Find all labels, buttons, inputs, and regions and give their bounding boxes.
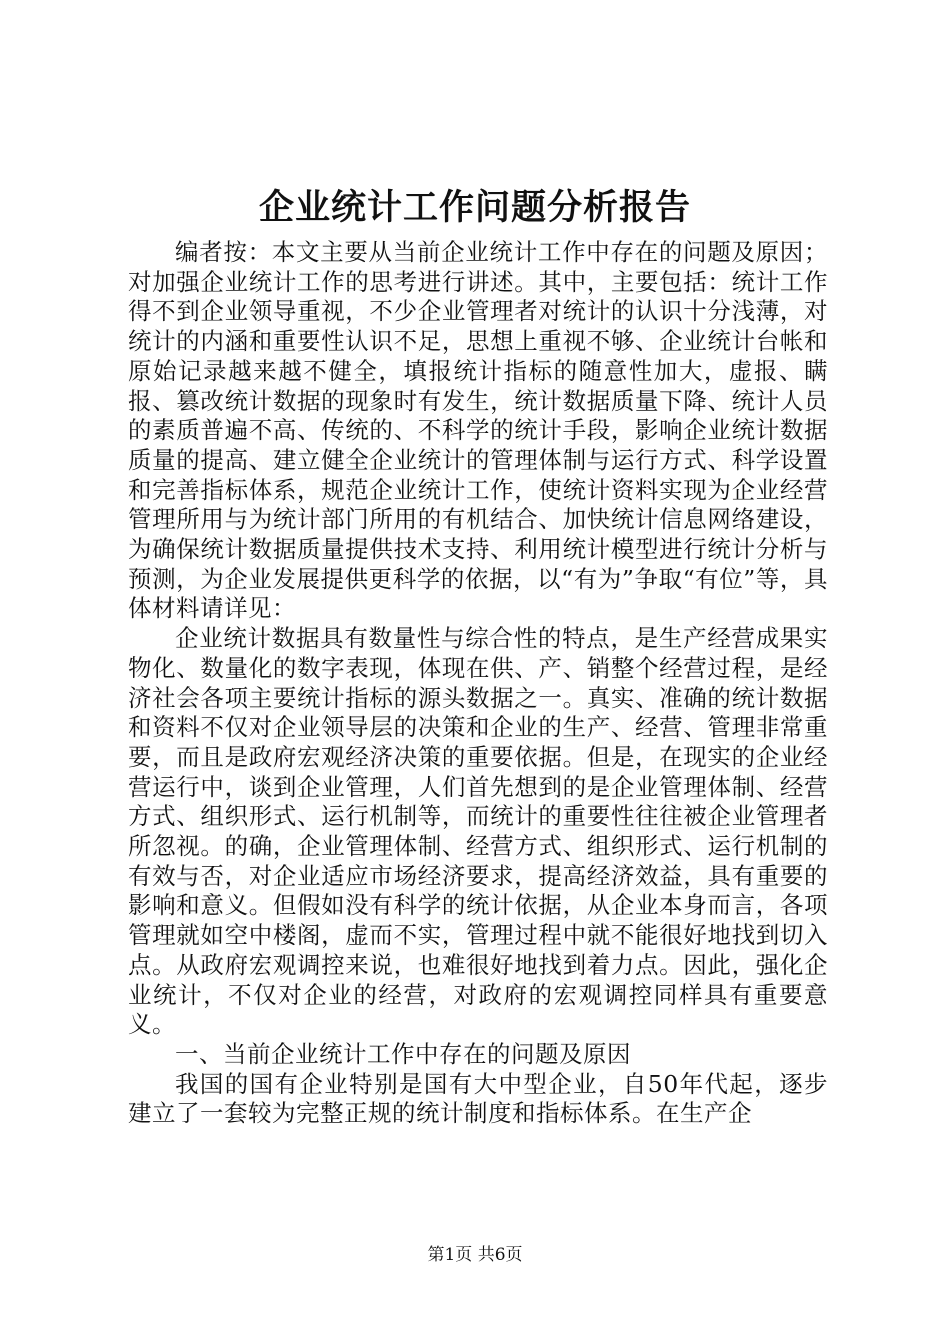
page-footer: 第1页 共6页 — [427, 1245, 523, 1265]
document-body — [128, 238, 828, 1129]
body-paragraph: 企业统计数据具有数量性与综合性的特点，是生产经营成果实物化、数量化的数字表现，体现在供、产、销整个经营过程，是经济社会各项主要统计指标的源头数据之一。真实、准确的统计数据和资料不仅对企业领导层的决策和企业的生产、经营、管理非常重要，而且是政府宏观经济决策的重要依据。但是，在现实的企业经营运行中，谈到企业管理，人们首先想到的是企业管理体制、经营方式、组织形式、运行机制等，而统计的重要性往往被企业管理者所忽视。的确，企业管理体制、经营方式、组织形式、运行机制的有效与否，对企业适应市场经济要求，提高经济效益，具有重要的影响和意义。但假如没有科学的统计依据，从企业本身而言，各项管理就如空中楼阁，虚而不实，管理过程中就不能很好地找到切入点。从政府宏观调控来说，也难很好地找到着力点。因此，强化企业统计，不仅对企业的经营，对政府的宏观调控同样具有重要意义。 — [128, 624, 828, 1039]
section-heading: 一、当前企业统计工作中存在的问题及原因 — [175, 1039, 631, 1068]
body-paragraph: 我国的国有企业特别是国有大中型企业，自50年代起，逐步建立了一套较为完整正规的统计制度和指标体系。在生产企 — [128, 1069, 828, 1128]
editor-note-paragraph: 编者按：本文主要从当前企业统计工作中存在的问题及原因；对加强企业统计工作的思考进行讲述。其中，主要包括：统计工作得不到企业领导重视，不少企业管理者对统计的认识十分浅薄，对统计的内涵和重要性认识不足，思想上重视不够、企业统计台帐和原始记录越来越不健全，填报统计指标的随意性加大，虚报、瞒报、篡改统计数据的现象时有发生，统计数据质量下降、统计人员的素质普遍不高、传统的、不科学的统计手段，影响企业统计数据质量的提高、建立健全企业统计的管理体制与运行方式、科学设置和完善指标体系，规范企业统计工作，使统计资料实现为企业经营管理所用与为统计部门所用的有机结合、加快统计信息网络建设，为确保统计数据质量提供技术支持、利用统计模型进行统计分析与预测，为企业发展提供更科学的依据，以“有为”争取“有位”等，具体材料请详见： — [128, 238, 828, 623]
document-title: 企业统计工作问题分析报告 — [258, 187, 691, 228]
